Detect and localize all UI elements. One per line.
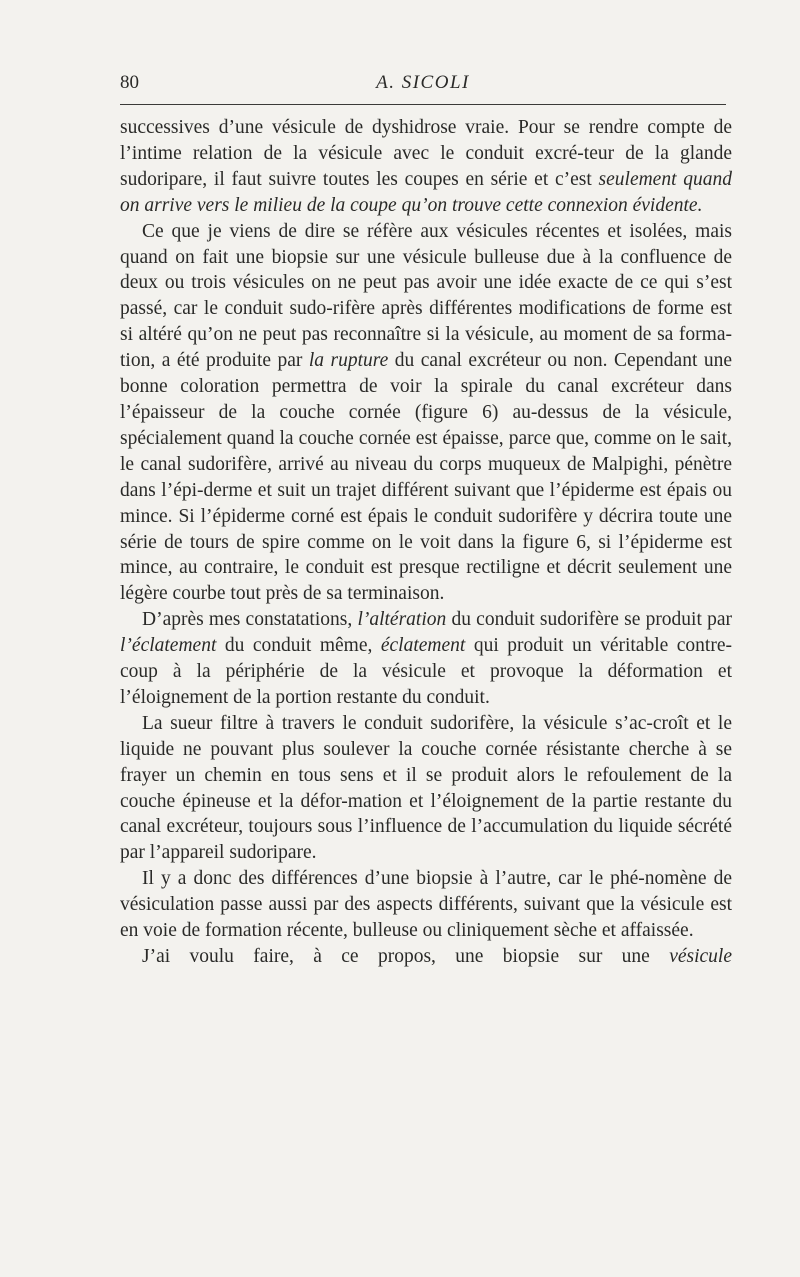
italic-span: la rupture bbox=[308, 350, 389, 372]
body-text bbox=[120, 115, 732, 970]
text-span: D’après mes constatations, bbox=[142, 609, 358, 631]
page-header bbox=[120, 66, 726, 96]
text-span: Il y a donc des différences d’une biopsie à l’autre, car le phé-nomène de vésiculation passe aussi par des aspects différents, suivant que la vésicule est en voie de formation récente, bulleuse ou cliniquement sèche et affaissée. bbox=[120, 868, 732, 942]
paragraph bbox=[120, 115, 732, 219]
text-span: du conduit même, bbox=[216, 635, 381, 657]
text-span: La sueur filtre à travers le conduit sudorifère, la vésicule s’ac-croît et le liquide ne pouvant plus soulever la couche cornée résistante cherche à se frayer un chemin en tous sens et il se produit alors le refoulement de la couche épineuse et la défor-mation et l’éloignement de la partie restante du canal excréteur, toujours sous l’influence de l’accumulation du liquide sécrété par l’appareil sudoripare. bbox=[120, 712, 732, 864]
header-rule bbox=[120, 104, 726, 105]
paragraph bbox=[120, 219, 732, 608]
italic-span: l’altération bbox=[357, 609, 447, 631]
paragraph bbox=[120, 607, 732, 711]
paragraph bbox=[120, 711, 732, 866]
italic-span: seulement quand on arrive vers le milieu de la coupe qu’on trouve cette connexion évidente. bbox=[120, 168, 732, 216]
text-span: du conduit sudorifère se produit par bbox=[446, 609, 732, 631]
italic-span: l’éclatement bbox=[120, 635, 217, 657]
text-span: J’ai voulu faire, à ce propos, une biopsie sur une bbox=[142, 946, 670, 967]
page-number: 80 bbox=[120, 72, 139, 93]
paragraph bbox=[120, 944, 732, 970]
text-span: successives d’une vésicule de dyshidrose vraie. Pour se rendre compte de l’intime relation de la vésicule avec le conduit excré-teur de la glande sudoripare, il faut suivre toutes les coupes en série et c’est bbox=[120, 117, 732, 190]
paragraph bbox=[120, 866, 732, 944]
text-span: Ce que je viens de dire se réfère aux vésicules récentes et isolées, mais quand on fait une biopsie sur une vésicule bulleuse due à la confluence de deux ou trois vésicules on ne peut pas avoir une idée exacte de ce qui s’est passé, car le conduit sudo-rifère après différentes modifications de forme est si altéré qu’on ne peut pas reconnaître si la vésicule, au moment de sa forma-tion, a été produite par bbox=[120, 220, 732, 372]
italic-span: vésicule bbox=[669, 946, 732, 967]
text-span: qui produit un véritable contre-coup à la périphérie de la vésicule et provoque la déformation et l’éloignement de la portion restante du conduit. bbox=[120, 635, 732, 708]
text-span: du canal excréteur ou non. Cependant une bonne coloration permettra de voir la spirale du canal excréteur dans l’épaisseur de la couche cornée (figure 6) au-dessus de la vésicule, spécialement quand la couche cornée est épaisse, parce que, comme on le sait, le canal sudorifère, arrivé au niveau du corps muqueux de Malpighi, pénètre dans l’épi-derme et suit un trajet différent suivant que l’épiderme est épais ou mince. Si l’épiderme corné est épais le conduit sudorifère y décrira toute une série de tours de spire comme on le voit dans la figure 6, si l’épiderme est mince, au contraire, le conduit est presque rectiligne et décrit seulement une légère courbe tout près de sa terminaison. bbox=[120, 350, 732, 605]
running-head: A. SICOLI bbox=[376, 72, 470, 93]
italic-span: éclatement bbox=[380, 635, 466, 657]
